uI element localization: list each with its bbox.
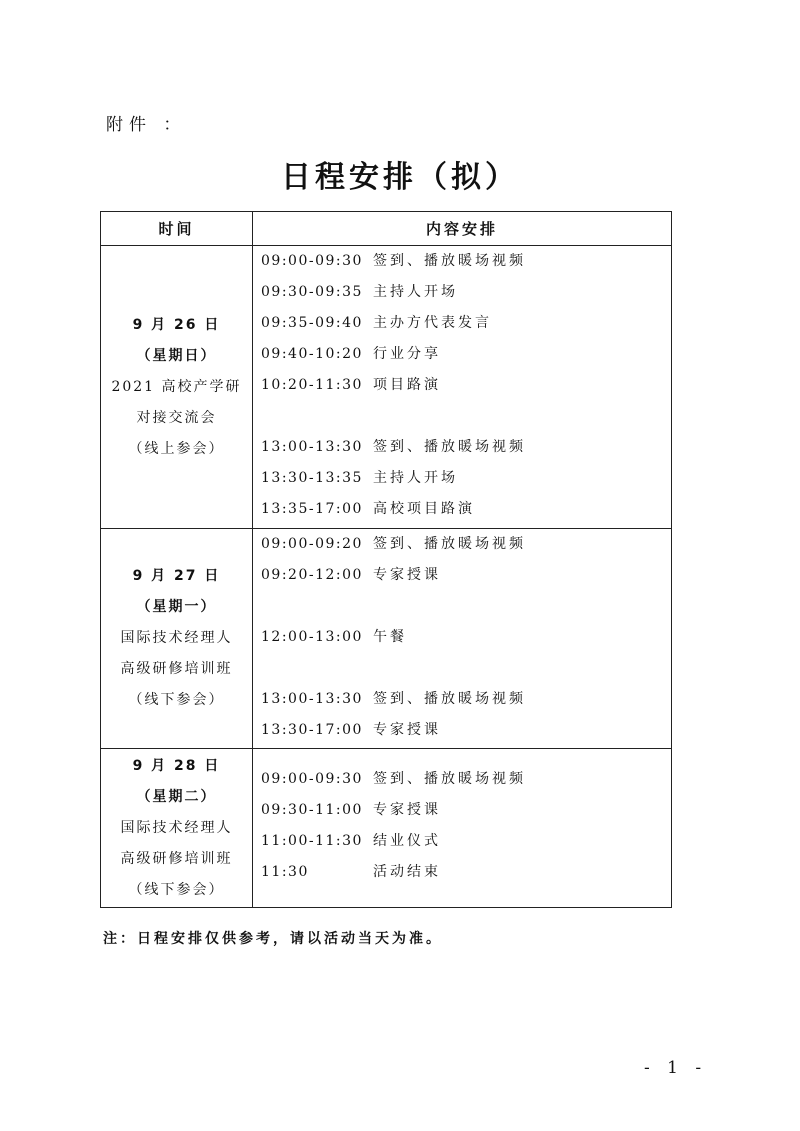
agenda-time: 13:35-17:00 bbox=[261, 501, 363, 517]
day-desc: （线上参会） bbox=[128, 440, 225, 457]
agenda-item bbox=[261, 529, 526, 560]
header-time: 时间 bbox=[101, 212, 253, 245]
day-weekday: （星期二） bbox=[136, 788, 217, 805]
agenda-activity: 午餐 bbox=[373, 629, 407, 645]
day-desc: （线下参会） bbox=[128, 881, 225, 898]
day-weekday: （星期一） bbox=[136, 599, 217, 615]
agenda-activity: 签到、播放暖场视频 bbox=[373, 439, 526, 455]
agenda-activity: 签到、播放暖场视频 bbox=[373, 536, 526, 552]
agenda-activity: 主持人开场 bbox=[373, 284, 458, 300]
agenda-item bbox=[261, 463, 458, 494]
day-date: 9 月 26 日 bbox=[132, 316, 221, 333]
agenda-activity: 活动结束 bbox=[373, 864, 441, 880]
day-desc: 国际技术经理人 bbox=[120, 630, 233, 646]
agenda-item bbox=[261, 795, 441, 826]
day-desc: 对接交流会 bbox=[136, 409, 217, 426]
agenda-activity: 高校项目路演 bbox=[373, 501, 475, 517]
day-desc: 高级研修培训班 bbox=[120, 850, 233, 867]
agenda-time: 12:00-13:00 bbox=[261, 629, 363, 645]
agenda-time: 10:20-11:30 bbox=[261, 377, 363, 393]
footnote: 注：日程安排仅供参考，请以活动当天为准。 bbox=[103, 931, 443, 947]
agenda-cell bbox=[253, 529, 671, 748]
agenda-item bbox=[261, 277, 458, 308]
day-cell bbox=[101, 749, 253, 907]
day-row-0928 bbox=[101, 749, 671, 907]
day-desc: 国际技术经理人 bbox=[120, 819, 233, 836]
day-desc: 高级研修培训班 bbox=[120, 661, 233, 677]
day-cell bbox=[101, 246, 253, 528]
agenda-time: 09:00-09:30 bbox=[261, 771, 363, 787]
agenda-activity: 签到、播放暖场视频 bbox=[373, 253, 526, 269]
agenda-time: 09:40-10:20 bbox=[261, 346, 363, 362]
agenda-activity: 专家授课 bbox=[373, 567, 441, 583]
agenda-time: 13:00-13:30 bbox=[261, 691, 363, 707]
agenda-time: 09:30-09:35 bbox=[261, 284, 363, 300]
agenda-activity: 签到、播放暖场视频 bbox=[373, 771, 526, 787]
day-date: 9 月 27 日 bbox=[132, 568, 221, 584]
agenda-activity: 行业分享 bbox=[373, 346, 441, 362]
page-number: - 1 - bbox=[644, 1058, 708, 1078]
agenda-activity: 专家授课 bbox=[373, 802, 441, 818]
day-cell bbox=[101, 529, 253, 748]
day-desc: （线下参会） bbox=[128, 692, 225, 708]
header-content: 内容安排 bbox=[425, 220, 498, 238]
agenda-activity: 结业仪式 bbox=[373, 833, 441, 849]
day-date: 9 月 28 日 bbox=[132, 757, 221, 774]
agenda-time: 13:30-13:35 bbox=[261, 470, 363, 486]
agenda-item bbox=[261, 684, 526, 715]
agenda-cell bbox=[253, 246, 671, 528]
agenda-item bbox=[261, 826, 441, 857]
agenda-item bbox=[261, 764, 526, 795]
agenda-activity: 签到、播放暖场视频 bbox=[373, 691, 526, 707]
day-row-0926 bbox=[101, 246, 671, 529]
page-title: 日程安排（拟） bbox=[281, 160, 519, 195]
agenda-item bbox=[261, 370, 441, 401]
agenda-activity: 主持人开场 bbox=[373, 470, 458, 486]
agenda-activity: 主办方代表发言 bbox=[373, 315, 492, 331]
agenda-item bbox=[261, 494, 475, 525]
agenda-time: 13:00-13:30 bbox=[261, 439, 363, 455]
agenda-item bbox=[261, 560, 441, 591]
attachment-label: 附件 ： bbox=[106, 115, 187, 135]
table-header-row bbox=[101, 212, 671, 246]
agenda-cell bbox=[253, 749, 671, 907]
day-row-0927 bbox=[101, 529, 671, 749]
agenda-activity: 项目路演 bbox=[373, 377, 441, 393]
agenda-item bbox=[261, 246, 526, 277]
agenda-time: 09:30-11:00 bbox=[261, 802, 363, 818]
agenda-time: 09:00-09:30 bbox=[261, 253, 363, 269]
day-weekday: （星期日） bbox=[136, 347, 217, 364]
agenda-time: 09:35-09:40 bbox=[261, 315, 363, 331]
agenda-item bbox=[261, 622, 407, 653]
agenda-item bbox=[261, 715, 441, 746]
agenda-time: 11:30 bbox=[261, 864, 309, 880]
agenda-activity: 专家授课 bbox=[373, 722, 441, 738]
agenda-item bbox=[261, 432, 526, 463]
agenda-time: 13:30-17:00 bbox=[261, 722, 363, 738]
agenda-time: 09:20-12:00 bbox=[261, 567, 363, 583]
day-desc: 2021 高校产学研 bbox=[111, 378, 242, 395]
agenda-item bbox=[261, 857, 441, 888]
agenda-item bbox=[261, 339, 441, 370]
schedule-table bbox=[100, 211, 672, 908]
agenda-time: 09:00-09:20 bbox=[261, 536, 363, 552]
agenda-item bbox=[261, 308, 492, 339]
agenda-time: 11:00-11:30 bbox=[261, 833, 363, 849]
